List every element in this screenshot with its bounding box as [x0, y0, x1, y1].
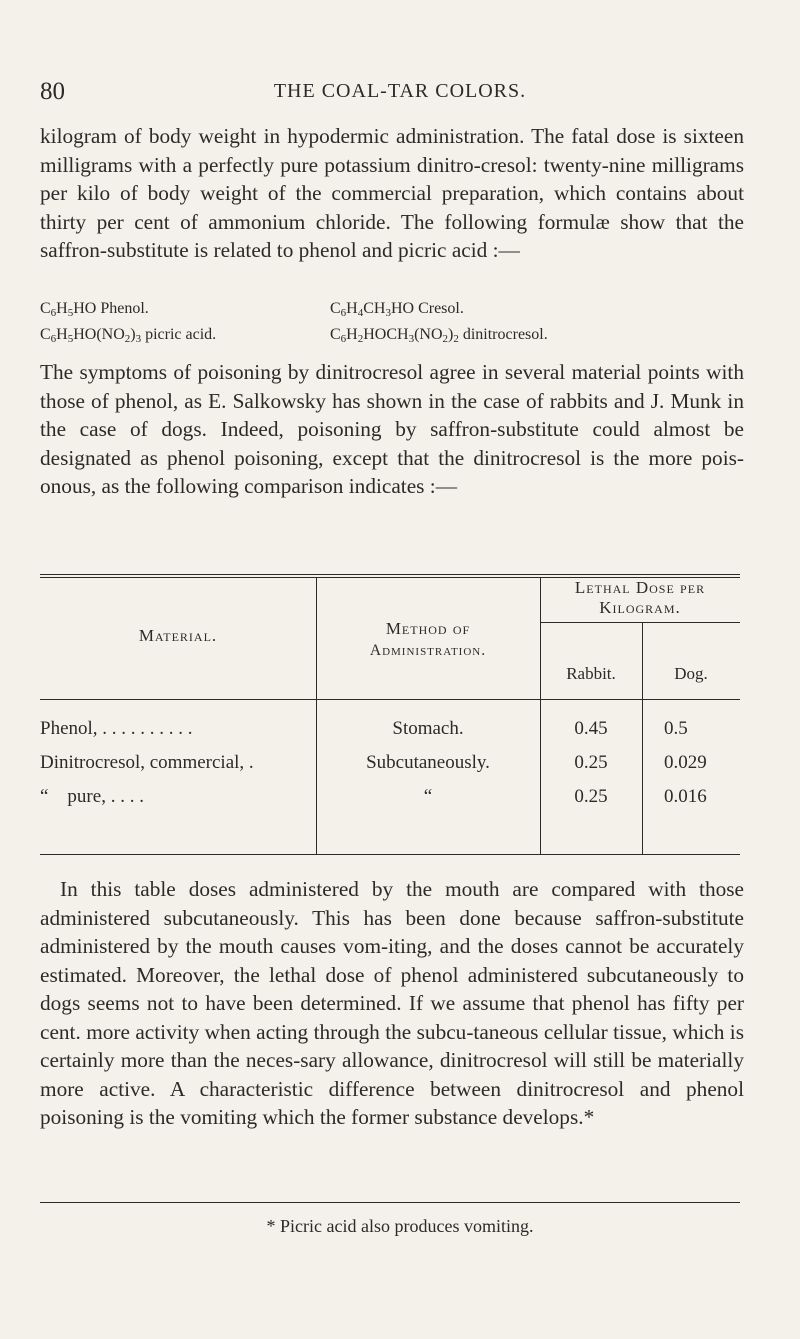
table-row-1-method: Stomach. — [392, 718, 464, 739]
table-row-3-material: “ pure, . . . . — [40, 786, 144, 807]
table-row-2-rabbit: 0.25 — [574, 752, 608, 773]
paragraph-3-text: In this table doses administered by the mouth are compared with those administered subcutaneously. This has been done because saffron-substitute administered by the mouth causes vom-iting, and the doses cannot be accurately estimated. Moreover, the lethal dose of phenol administered subcutaneously to dogs seems not to have been determined. If we assume that phenol has fifty per cent. more activity when acting through the subcu-taneous cellular tissue, which is certainly more than the neces-sary allowance, dinitrocresol will still be materially more active. A characteristic difference between dinitrocresol and phenol poisoning is the vomiting which the former substance develops.* — [40, 877, 744, 1129]
header-rabbit: Rabbit. — [566, 664, 616, 683]
running-head — [40, 78, 760, 108]
paragraph-3 — [40, 875, 744, 1132]
formula-cresol-label: Cresol. — [418, 300, 464, 317]
formula-dinitrocresol: $C_6H_2HOCH_3(NO_2)_2$ dinitrocresol. — [330, 326, 548, 345]
lethal-dose-table — [40, 574, 740, 856]
footnote-rule — [40, 1202, 740, 1203]
table-row-1-dog: 0.5 — [664, 718, 688, 739]
paragraph-1 — [40, 122, 744, 265]
table-col-divider-3 — [642, 622, 643, 854]
page-number: 80 — [40, 78, 65, 105]
header-method-line2: Administration. — [369, 642, 487, 659]
header-method-line1: Method of — [385, 619, 471, 638]
formula-cresol: $C_6H_4CH_3HO$ Cresol. — [330, 300, 464, 319]
table-row-2-method: Subcutaneously. — [366, 752, 490, 773]
formula-block — [40, 296, 760, 348]
footnote: * Picric acid also produces vomiting. — [266, 1216, 534, 1236]
header-lethal-line1: Lethal Dose per — [574, 578, 706, 597]
table-row-2-material: Dinitrocresol, commercial, . — [40, 752, 254, 773]
paragraph-2 — [40, 358, 744, 501]
table-row-3-dog: 0.016 — [664, 786, 707, 807]
header-dog: Dog. — [674, 664, 708, 683]
paragraph-2-text: The symptoms of poisoning by dinitrocresol agree in several material points with those of phenol, as E. Salkowsky has shown in the case of rabbits and J. Munk in the case of dogs. Indeed, poisoning by saffron-substitute could almost be designated as phenol poisoning, except that the dinitrocresol is the more pois-onous, as the following comparison indicates :— — [40, 360, 744, 498]
paragraph-1-text: kilogram of body weight in hypodermic administration. The fatal dose is sixteen milligrams with a perfectly pure potassium dinitro-cresol: twenty-nine milligrams per kilo of body weight of the commercial preparation, which contains about thirty per cent of ammonium chloride. The following formulæ show that the saffron-substitute is related to phenol and picric acid :— — [40, 124, 744, 262]
formula-phenol: $C_6H_5HO$ Phenol. — [40, 300, 149, 319]
table-row-3-method: “ — [423, 786, 433, 807]
formula-dinitrocresol-label: dinitrocresol. — [462, 326, 548, 343]
running-title: THE COAL-TAR COLORS. — [273, 80, 527, 102]
table-col-divider-2 — [540, 578, 541, 854]
formula-picric-acid: $C_6H_5HO(NO_2)_3$ picric acid. — [40, 326, 217, 345]
formula-phenol-label: Phenol. — [100, 300, 149, 317]
header-material: Material. — [138, 626, 218, 645]
table-bottom-rule — [40, 854, 740, 855]
table-row-1-material: Phenol, . . . . . . . . . . — [40, 718, 193, 739]
table-header-rule — [40, 699, 740, 700]
table-row-1-rabbit: 0.45 — [574, 718, 608, 739]
table-row-3-rabbit: 0.25 — [574, 786, 608, 807]
table-row-2-dog: 0.029 — [664, 752, 707, 773]
table-top-rule — [40, 574, 740, 575]
formula-picric-label: picric acid. — [145, 326, 217, 343]
table-subheader-rule — [540, 622, 740, 623]
header-lethal-line2: Kilogram. — [599, 598, 681, 617]
